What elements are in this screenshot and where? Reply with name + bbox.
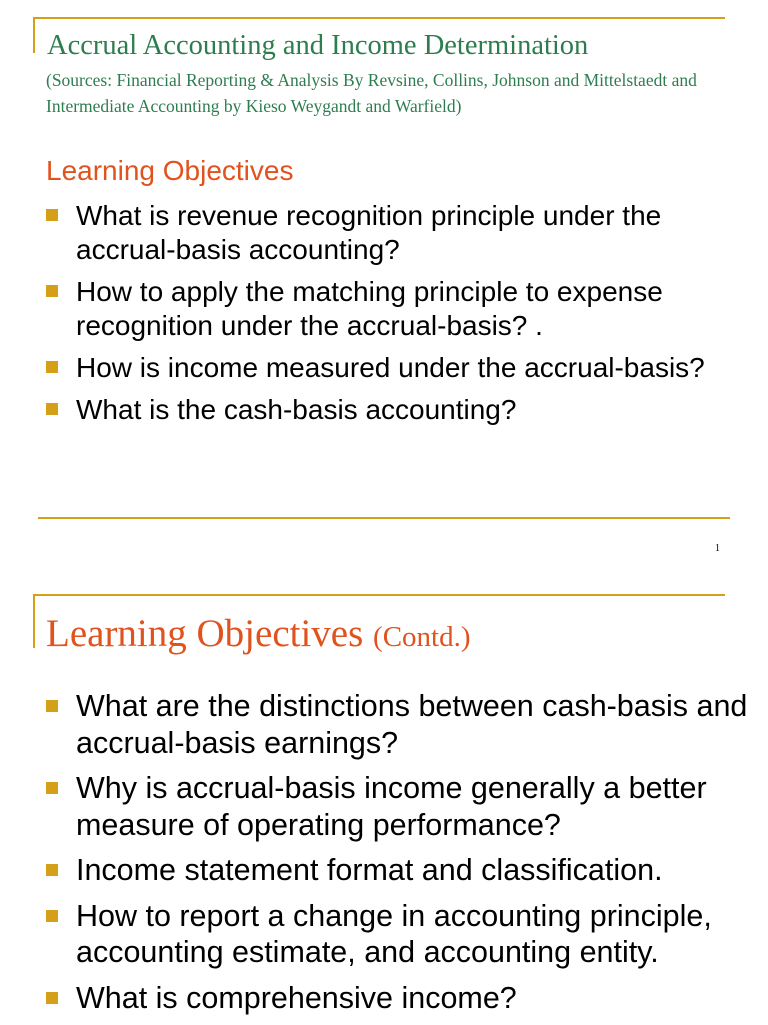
square-bullet-icon [46,864,58,876]
slide-title-text: Learning Objectives [46,612,364,655]
page-number: 1 [715,543,720,554]
slide-title: Accrual Accounting and Income Determination [47,30,589,61]
objectives-list [46,199,746,435]
list-item [46,770,762,843]
square-bullet-icon [46,782,58,794]
list-item-text: What is the cash-basis accounting? [76,394,517,425]
list-item-text: What is comprehensive income? [76,980,517,1015]
slide-title-suffix: (Contd.) [373,621,471,653]
list-item [46,275,746,343]
square-bullet-icon [46,992,58,1004]
square-bullet-icon [46,700,58,712]
list-item [46,898,762,971]
list-item-text: How to report a change in accounting principle, accounting estimate, and accounting entity. [76,898,712,969]
list-item-text: How is income measured under the accrual-basis? [76,352,705,383]
list-item [46,393,746,427]
square-bullet-icon [46,285,58,297]
list-item [46,688,762,761]
list-item [46,351,746,385]
list-item [46,980,762,1017]
square-bullet-icon [46,361,58,373]
slide-2 [0,575,768,1024]
square-bullet-icon [46,403,58,415]
bottom-divider [38,517,730,519]
objectives-list [46,688,762,1025]
list-item-text: Income statement format and classification. [76,853,663,887]
list-item-text: Why is accrual-basis income generally a better measure of operating performance? [76,771,707,842]
square-bullet-icon [46,910,58,922]
slide-title [46,611,471,656]
list-item-text: What is revenue recognition principle under the accrual-basis accounting? [76,200,662,265]
list-item-text: How to apply the matching principle to expense recognition under the accrual-basis? . [76,276,663,341]
list-item [46,852,762,889]
section-heading: Learning Objectives [46,155,294,186]
list-item [46,199,746,267]
sources-note: (Sources: Financial Reporting & Analysis By Revsine, Collins, Johnson and Mittelstaedt and Intermediate Accounting by Kieso Weygandt and Warfield) [46,70,697,116]
list-item-text: What are the distinctions between cash-basis and accrual-basis earnings? [76,689,748,760]
square-bullet-icon [46,209,58,221]
